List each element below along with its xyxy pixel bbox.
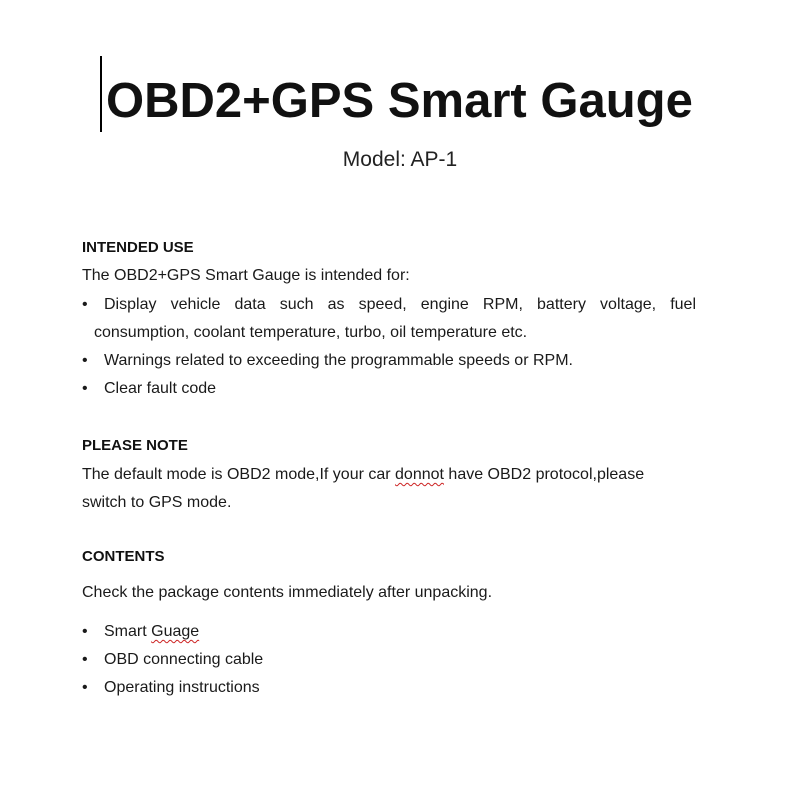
please-note-line-2: switch to GPS mode. [82,494,232,511]
section-heading-please-note: PLEASE NOTE [82,437,188,454]
section-heading-contents: CONTENTS [82,548,165,565]
please-note-line-1 [82,464,644,486]
please-note-text-a: The default mode is OBD2 mode,If your car [82,466,396,483]
contents-item-2 [82,649,263,671]
contents-item-2-text: OBD connecting cable [104,651,264,668]
bullet-1-text: Display vehicle data such as speed, engine RPM, battery voltage, fuel [104,296,696,313]
bullet-marker: • [82,679,88,696]
bullet-marker: • [82,352,88,369]
contents-item-3-text: Operating instructions [104,679,260,696]
bullet-3-text: Clear fault code [104,380,217,397]
bullet-marker: • [82,380,88,397]
please-note-text-b: have OBD2 protocol,please [443,466,645,483]
bullet-marker: • [82,296,88,313]
bullet-1-line-1 [82,294,696,316]
bullet-2-text: Warnings related to exceeding the programmable speeds or RPM. [104,352,573,369]
intended-use-intro: The OBD2+GPS Smart Gauge is intended for: [82,267,410,284]
model-number: Model: AP-1 [342,148,458,171]
intended-use-bullet-1 [82,294,696,316]
spellcheck-flagged-word[interactable]: donnot [395,466,444,483]
bullet-1-line-2: consumption, coolant temperature, turbo, oil temperature etc. [94,324,528,341]
contents-item-1-text: Smart [104,623,152,640]
section-heading-intended-use: INTENDED USE [82,239,194,256]
bullet-marker: • [82,623,88,640]
contents-item-3 [82,677,260,699]
contents-item-1 [82,621,199,643]
spellcheck-flagged-word[interactable]: Guage [151,623,200,640]
document-title: OBD2+GPS Smart Gauge [106,74,693,128]
text-cursor [100,56,102,132]
bullet-marker: • [82,651,88,668]
intended-use-bullet-3 [82,378,216,400]
contents-intro: Check the package contents immediately after unpacking. [82,584,493,601]
intended-use-bullet-2 [82,350,573,372]
